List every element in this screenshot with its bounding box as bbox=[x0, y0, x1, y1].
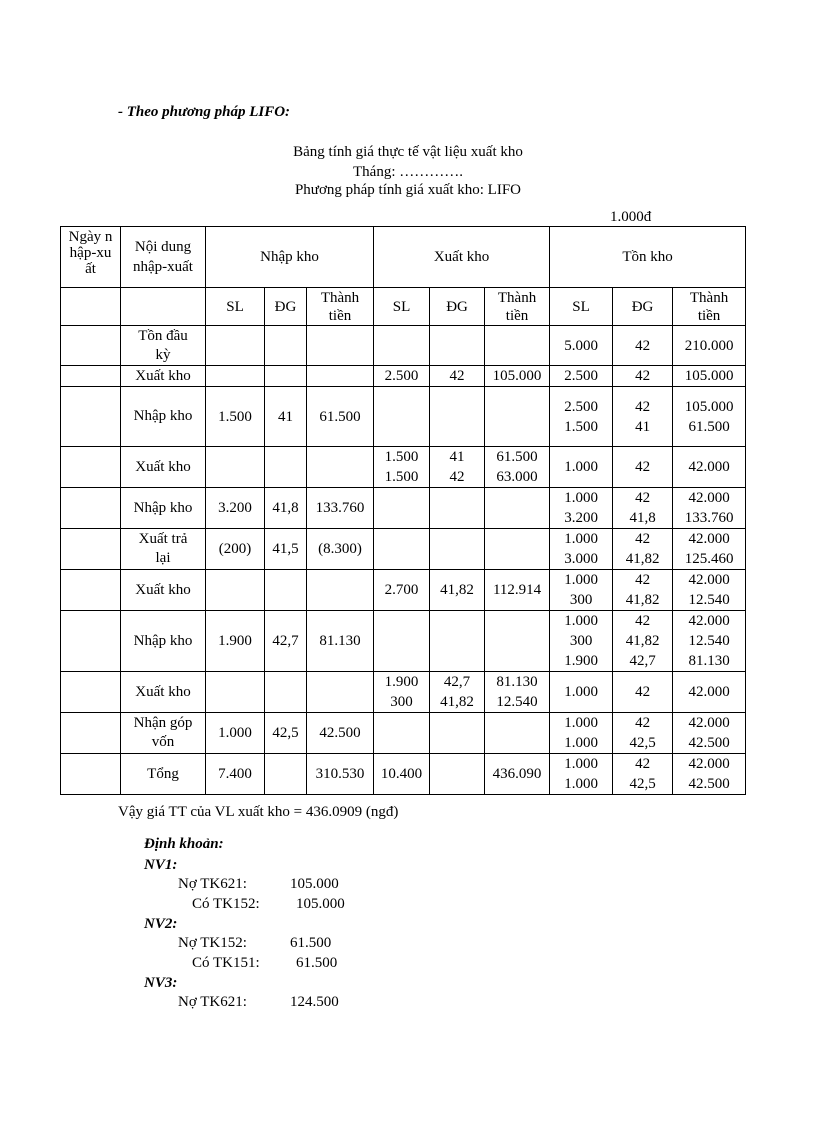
stock-qty-cell-value: 1.900 bbox=[564, 653, 598, 669]
entries-heading: Định khoản: bbox=[144, 836, 224, 852]
header-dg: ĐG bbox=[613, 288, 673, 326]
header-export: Xuất kho bbox=[374, 227, 550, 288]
stock-price-cell bbox=[613, 366, 673, 387]
description-cell bbox=[121, 754, 206, 795]
export-amount-cell bbox=[485, 611, 550, 672]
stock-price-cell bbox=[613, 754, 673, 795]
stock-qty-cell bbox=[550, 754, 613, 795]
export-amount-cell-value: 436.090 bbox=[492, 766, 542, 782]
header-sl: SL bbox=[374, 288, 430, 326]
stock-price-cell-value: 42 bbox=[635, 398, 651, 415]
description-text: Xuất kho bbox=[135, 367, 191, 384]
entry-amount: 105.000 bbox=[290, 876, 339, 892]
export-price-cell bbox=[430, 366, 485, 387]
stock-amount-cell bbox=[673, 672, 746, 713]
stock-amount-cell-value: 42.000 bbox=[688, 684, 730, 700]
import-price-cell-value: 42,7 bbox=[272, 633, 299, 649]
export-amount-cell bbox=[485, 387, 550, 447]
import-amount-cell bbox=[307, 387, 374, 447]
import-price-cell-value: 41,8 bbox=[272, 500, 299, 516]
stock-price-cell-value: 41,82 bbox=[625, 633, 660, 649]
stock-amount-cell-value: 42.000 bbox=[688, 715, 730, 731]
export-qty-cell-value: 1.500 bbox=[384, 469, 419, 485]
import-amount-cell bbox=[307, 447, 374, 488]
stock-price-cell-value: 41,8 bbox=[629, 510, 656, 526]
import-qty-cell-value: (200) bbox=[218, 541, 252, 557]
import-qty-cell bbox=[206, 672, 265, 713]
date-cell bbox=[61, 488, 121, 529]
export-price-cell bbox=[430, 447, 485, 488]
import-qty-cell bbox=[206, 611, 265, 672]
method-line: Phương pháp tính giá xuất kho: LIFO bbox=[294, 182, 522, 198]
description-text: Nhận góp vốn bbox=[133, 715, 193, 750]
stock-amount-cell-value: 42.000 bbox=[688, 572, 730, 588]
export-price-cell-value: 41,82 bbox=[440, 582, 474, 598]
import-qty-cell-value: 7.400 bbox=[218, 766, 252, 782]
stock-qty-cell bbox=[550, 387, 613, 447]
description-cell bbox=[121, 713, 206, 754]
table-row bbox=[61, 387, 746, 447]
export-amount-cell bbox=[485, 326, 550, 366]
import-amount-cell bbox=[307, 366, 374, 387]
stock-qty-cell-value: 1.000 bbox=[564, 756, 598, 772]
import-amount-cell bbox=[307, 529, 374, 570]
unit-label: 1.000đ bbox=[610, 209, 652, 225]
export-amount-cell bbox=[485, 447, 550, 488]
entry-label: NV1: bbox=[144, 857, 178, 873]
stock-qty-cell bbox=[550, 488, 613, 529]
date-cell bbox=[61, 529, 121, 570]
export-qty-cell bbox=[374, 488, 430, 529]
export-price-cell bbox=[430, 326, 485, 366]
date-cell bbox=[61, 611, 121, 672]
table-row bbox=[61, 611, 746, 672]
export-qty-cell-value: 10.400 bbox=[380, 766, 423, 782]
stock-amount-cell bbox=[673, 713, 746, 754]
import-qty-cell-value: 1.000 bbox=[218, 725, 252, 741]
entry-amount: 61.500 bbox=[296, 955, 338, 971]
stock-amount-cell bbox=[673, 611, 746, 672]
import-qty-cell bbox=[206, 570, 265, 611]
stock-price-cell-value: 42 bbox=[635, 337, 651, 354]
entry-label: NV3: bbox=[144, 975, 178, 991]
stock-amount-cell-value: 81.130 bbox=[688, 653, 730, 669]
month-line: Tháng: …………. bbox=[353, 164, 463, 180]
stock-price-cell-value: 42 bbox=[635, 490, 651, 506]
description-text: Xuất kho bbox=[135, 458, 191, 475]
description-cell bbox=[121, 570, 206, 611]
import-price-cell bbox=[265, 326, 307, 366]
import-amount-cell-value: (8.300) bbox=[318, 541, 362, 557]
import-qty-cell-value: 3.200 bbox=[218, 500, 252, 516]
stock-qty-cell-value: 1.000 bbox=[564, 613, 598, 629]
description-text: Xuất kho bbox=[135, 581, 191, 598]
header-import: Nhập kho bbox=[206, 227, 374, 288]
stock-qty-cell-value: 1.500 bbox=[564, 418, 598, 435]
import-amount-cell-value: 310.530 bbox=[315, 766, 365, 782]
table-row bbox=[61, 754, 746, 795]
entry-label: NV2: bbox=[144, 916, 178, 932]
export-qty-cell bbox=[374, 754, 430, 795]
entry-amount: 61.500 bbox=[290, 935, 332, 951]
stock-qty-cell-value: 1.000 bbox=[564, 776, 598, 792]
description-text: Nhập kho bbox=[133, 408, 193, 424]
import-amount-cell bbox=[307, 611, 374, 672]
table-row bbox=[61, 570, 746, 611]
import-price-cell bbox=[265, 366, 307, 387]
import-qty-cell bbox=[206, 713, 265, 754]
stock-amount-cell bbox=[673, 326, 746, 366]
stock-qty-cell bbox=[550, 713, 613, 754]
import-price-cell bbox=[265, 570, 307, 611]
export-amount-cell-value: 81.130 bbox=[496, 674, 538, 690]
import-price-cell bbox=[265, 754, 307, 795]
stock-qty-cell bbox=[550, 529, 613, 570]
stock-qty-cell bbox=[550, 366, 613, 387]
import-amount-cell bbox=[307, 326, 374, 366]
stock-qty-cell-value: 1.000 bbox=[564, 735, 598, 751]
export-qty-cell bbox=[374, 447, 430, 488]
import-price-cell bbox=[265, 529, 307, 570]
stock-amount-cell-value: 105.000 bbox=[684, 368, 734, 384]
stock-price-cell bbox=[613, 611, 673, 672]
header-date: Ngày nhập-xuất bbox=[61, 227, 121, 288]
stock-price-cell bbox=[613, 488, 673, 529]
inventory-ledger-table bbox=[60, 226, 746, 795]
stock-qty-cell-value: 300 bbox=[569, 633, 593, 649]
table-row bbox=[61, 366, 746, 387]
description-cell bbox=[121, 447, 206, 488]
description-cell bbox=[121, 326, 206, 366]
stock-price-cell bbox=[613, 387, 673, 447]
import-amount-cell bbox=[307, 672, 374, 713]
date-cell bbox=[61, 447, 121, 488]
stock-amount-cell-value: 42.500 bbox=[688, 776, 730, 792]
table-row bbox=[61, 672, 746, 713]
stock-price-cell-value: 41 bbox=[635, 418, 651, 435]
description-text: Nhập kho bbox=[133, 499, 193, 516]
export-price-cell bbox=[430, 488, 485, 529]
import-amount-cell bbox=[307, 754, 374, 795]
export-qty-cell bbox=[374, 713, 430, 754]
stock-amount-cell bbox=[673, 447, 746, 488]
description-text: Tồn đầu kỳ bbox=[138, 327, 188, 363]
stock-qty-cell-value: 1.000 bbox=[564, 684, 598, 700]
stock-price-cell-value: 42 bbox=[635, 459, 651, 475]
stock-amount-cell bbox=[673, 570, 746, 611]
stock-price-cell-value: 42 bbox=[635, 613, 651, 629]
date-cell bbox=[61, 570, 121, 611]
export-amount-cell-value: 63.000 bbox=[496, 469, 538, 485]
credit-account: Có TK152: bbox=[192, 896, 260, 912]
header-sl: SL bbox=[206, 288, 265, 326]
description-cell bbox=[121, 672, 206, 713]
stock-price-cell bbox=[613, 713, 673, 754]
export-qty-cell bbox=[374, 529, 430, 570]
stock-qty-cell bbox=[550, 611, 613, 672]
stock-amount-cell-value: 12.540 bbox=[688, 633, 730, 649]
stock-amount-cell-value: 42.500 bbox=[688, 735, 730, 751]
stock-price-cell bbox=[613, 529, 673, 570]
import-price-cell bbox=[265, 387, 307, 447]
export-amount-cell bbox=[485, 570, 550, 611]
import-price-cell-value: 41 bbox=[278, 408, 293, 425]
import-qty-cell bbox=[206, 326, 265, 366]
export-price-cell bbox=[430, 713, 485, 754]
stock-amount-cell-value: 42.000 bbox=[688, 490, 730, 506]
import-qty-cell-value: 1.500 bbox=[218, 408, 252, 425]
header-row-group bbox=[61, 227, 746, 288]
stock-qty-cell bbox=[550, 447, 613, 488]
description-cell bbox=[121, 387, 206, 447]
table-title: Bảng tính giá thực tế vật liệu xuất kho bbox=[293, 144, 523, 160]
import-price-cell bbox=[265, 611, 307, 672]
export-qty-cell bbox=[374, 326, 430, 366]
import-price-cell bbox=[265, 672, 307, 713]
conclusion-text: Vậy giá TT của VL xuất kho = 436.0909 (ngđ) bbox=[118, 804, 399, 820]
stock-price-cell-value: 41,82 bbox=[625, 592, 660, 608]
header-dg: ĐG bbox=[265, 288, 307, 326]
stock-price-cell-value: 42 bbox=[635, 531, 651, 547]
entry-amount: 124.500 bbox=[290, 994, 339, 1010]
import-qty-cell bbox=[206, 366, 265, 387]
date-cell bbox=[61, 366, 121, 387]
stock-price-cell-value: 42 bbox=[635, 715, 651, 731]
export-amount-cell-value: 12.540 bbox=[496, 694, 538, 710]
stock-qty-cell-value: 300 bbox=[569, 592, 593, 608]
table-row bbox=[61, 713, 746, 754]
stock-amount-cell bbox=[673, 488, 746, 529]
import-amount-cell-value: 42.500 bbox=[319, 725, 361, 741]
export-amount-cell bbox=[485, 672, 550, 713]
import-amount-cell-value: 133.760 bbox=[315, 500, 365, 516]
export-price-cell-value: 41,82 bbox=[440, 694, 474, 710]
date-cell bbox=[61, 672, 121, 713]
stock-amount-cell-value: 42.000 bbox=[688, 531, 730, 547]
export-price-cell-value: 42,7 bbox=[443, 674, 471, 690]
stock-qty-cell bbox=[550, 326, 613, 366]
import-qty-cell bbox=[206, 488, 265, 529]
export-price-cell-value: 42 bbox=[449, 469, 465, 485]
import-price-cell bbox=[265, 713, 307, 754]
export-qty-cell-value: 2.500 bbox=[384, 368, 419, 384]
stock-qty-cell bbox=[550, 672, 613, 713]
import-price-cell bbox=[265, 488, 307, 529]
stock-qty-cell-value: 1.000 bbox=[564, 531, 598, 547]
stock-qty-cell-value: 2.500 bbox=[564, 398, 598, 415]
export-amount-cell bbox=[485, 488, 550, 529]
stock-qty-cell-value: 2.500 bbox=[564, 368, 598, 384]
import-amount-cell bbox=[307, 488, 374, 529]
stock-price-cell-value: 42,5 bbox=[629, 735, 656, 751]
stock-price-cell-value: 41,82 bbox=[625, 551, 660, 567]
export-qty-cell bbox=[374, 570, 430, 611]
export-qty-cell bbox=[374, 611, 430, 672]
stock-qty-cell-value: 1.000 bbox=[564, 572, 598, 588]
export-qty-cell bbox=[374, 366, 430, 387]
debit-account: Nợ TK621: bbox=[178, 876, 247, 892]
export-qty-cell-value: 2.700 bbox=[384, 582, 419, 598]
stock-amount-cell-value: 42.000 bbox=[688, 756, 730, 772]
header-row-sub bbox=[61, 288, 746, 326]
import-qty-cell bbox=[206, 754, 265, 795]
table-row bbox=[61, 488, 746, 529]
stock-price-cell-value: 42 bbox=[635, 368, 651, 384]
stock-price-cell-value: 42,7 bbox=[629, 653, 656, 669]
description-text: Xuất kho bbox=[135, 683, 191, 700]
export-qty-cell bbox=[374, 672, 430, 713]
stock-amount-cell-value: 42.000 bbox=[688, 459, 730, 475]
export-amount-cell bbox=[485, 529, 550, 570]
stock-amount-cell bbox=[673, 366, 746, 387]
header-tt: Thành tiền bbox=[485, 288, 550, 326]
stock-qty-cell-value: 1.000 bbox=[564, 459, 598, 475]
import-qty-cell-value: 1.900 bbox=[218, 633, 252, 649]
export-qty-cell-value: 300 bbox=[390, 694, 413, 710]
stock-price-cell bbox=[613, 326, 673, 366]
export-qty-cell-value: 1.500 bbox=[384, 449, 419, 465]
stock-price-cell-value: 42 bbox=[635, 756, 651, 772]
stock-amount-cell-value: 61.500 bbox=[688, 418, 730, 435]
stock-price-cell bbox=[613, 570, 673, 611]
stock-amount-cell bbox=[673, 754, 746, 795]
stock-price-cell-value: 42 bbox=[635, 572, 651, 588]
stock-amount-cell bbox=[673, 529, 746, 570]
export-price-cell-value: 42 bbox=[449, 368, 465, 384]
export-price-cell bbox=[430, 529, 485, 570]
debit-account: Nợ TK152: bbox=[178, 935, 247, 951]
import-amount-cell bbox=[307, 713, 374, 754]
date-cell bbox=[61, 713, 121, 754]
export-amount-cell bbox=[485, 713, 550, 754]
description-text: Tổng bbox=[147, 765, 179, 782]
credit-account: Có TK151: bbox=[192, 955, 260, 971]
export-price-cell bbox=[430, 387, 485, 447]
export-price-cell bbox=[430, 570, 485, 611]
export-price-cell bbox=[430, 672, 485, 713]
import-price-cell-value: 42,5 bbox=[272, 725, 299, 741]
import-amount-cell-value: 81.130 bbox=[319, 633, 361, 649]
stock-amount-cell-value: 210.000 bbox=[684, 337, 734, 354]
stock-price-cell bbox=[613, 672, 673, 713]
stock-price-cell bbox=[613, 447, 673, 488]
stock-qty-cell-value: 5.000 bbox=[564, 337, 598, 354]
import-qty-cell bbox=[206, 447, 265, 488]
export-price-cell-value: 41 bbox=[449, 449, 465, 465]
description-cell bbox=[121, 611, 206, 672]
header-empty bbox=[121, 288, 206, 326]
export-price-cell bbox=[430, 611, 485, 672]
export-qty-cell bbox=[374, 387, 430, 447]
stock-qty-cell-value: 3.200 bbox=[564, 510, 598, 526]
header-dg: ĐG bbox=[430, 288, 485, 326]
header-tt: Thành tiền bbox=[307, 288, 374, 326]
debit-account: Nợ TK621: bbox=[178, 994, 247, 1010]
import-price-cell-value: 41,5 bbox=[272, 541, 299, 557]
stock-amount-cell-value: 125.460 bbox=[684, 551, 734, 567]
export-amount-cell-value: 112.914 bbox=[492, 582, 542, 598]
table-row bbox=[61, 529, 746, 570]
entry-amount: 105.000 bbox=[296, 896, 345, 912]
export-qty-cell-value: 1.900 bbox=[384, 674, 419, 690]
header-sl: SL bbox=[550, 288, 613, 326]
stock-amount-cell-value: 105.000 bbox=[684, 398, 734, 415]
stock-qty-cell-value: 1.000 bbox=[564, 715, 598, 731]
stock-amount-cell-value: 12.540 bbox=[688, 592, 730, 608]
stock-qty-cell-value: 3.000 bbox=[564, 551, 598, 567]
import-price-cell bbox=[265, 447, 307, 488]
date-cell bbox=[61, 326, 121, 366]
method-heading: - Theo phương pháp LIFO: bbox=[118, 104, 291, 120]
header-stock: Tồn kho bbox=[550, 227, 746, 288]
import-qty-cell bbox=[206, 529, 265, 570]
table-row bbox=[61, 326, 746, 366]
stock-price-cell-value: 42 bbox=[635, 684, 651, 700]
description-cell bbox=[121, 488, 206, 529]
description-cell bbox=[121, 529, 206, 570]
date-cell bbox=[61, 387, 121, 447]
stock-amount-cell-value: 42.000 bbox=[688, 613, 730, 629]
header-content: Nội dung nhập-xuất bbox=[121, 227, 206, 288]
export-price-cell bbox=[430, 754, 485, 795]
header-tt: Thành tiền bbox=[673, 288, 746, 326]
header-empty bbox=[61, 288, 121, 326]
description-text: Xuất trả lại bbox=[138, 531, 188, 566]
stock-amount-cell bbox=[673, 387, 746, 447]
date-cell bbox=[61, 754, 121, 795]
stock-price-cell-value: 42,5 bbox=[629, 776, 656, 792]
export-amount-cell bbox=[485, 754, 550, 795]
export-amount-cell-value: 105.000 bbox=[492, 368, 542, 384]
description-text: Nhập kho bbox=[133, 632, 193, 649]
export-amount-cell-value: 61.500 bbox=[496, 449, 538, 465]
description-cell bbox=[121, 366, 206, 387]
table-row bbox=[61, 447, 746, 488]
stock-qty-cell bbox=[550, 570, 613, 611]
import-qty-cell bbox=[206, 387, 265, 447]
import-amount-cell-value: 61.500 bbox=[319, 408, 361, 425]
import-amount-cell bbox=[307, 570, 374, 611]
export-amount-cell bbox=[485, 366, 550, 387]
stock-amount-cell-value: 133.760 bbox=[684, 510, 734, 526]
stock-qty-cell-value: 1.000 bbox=[564, 490, 598, 506]
